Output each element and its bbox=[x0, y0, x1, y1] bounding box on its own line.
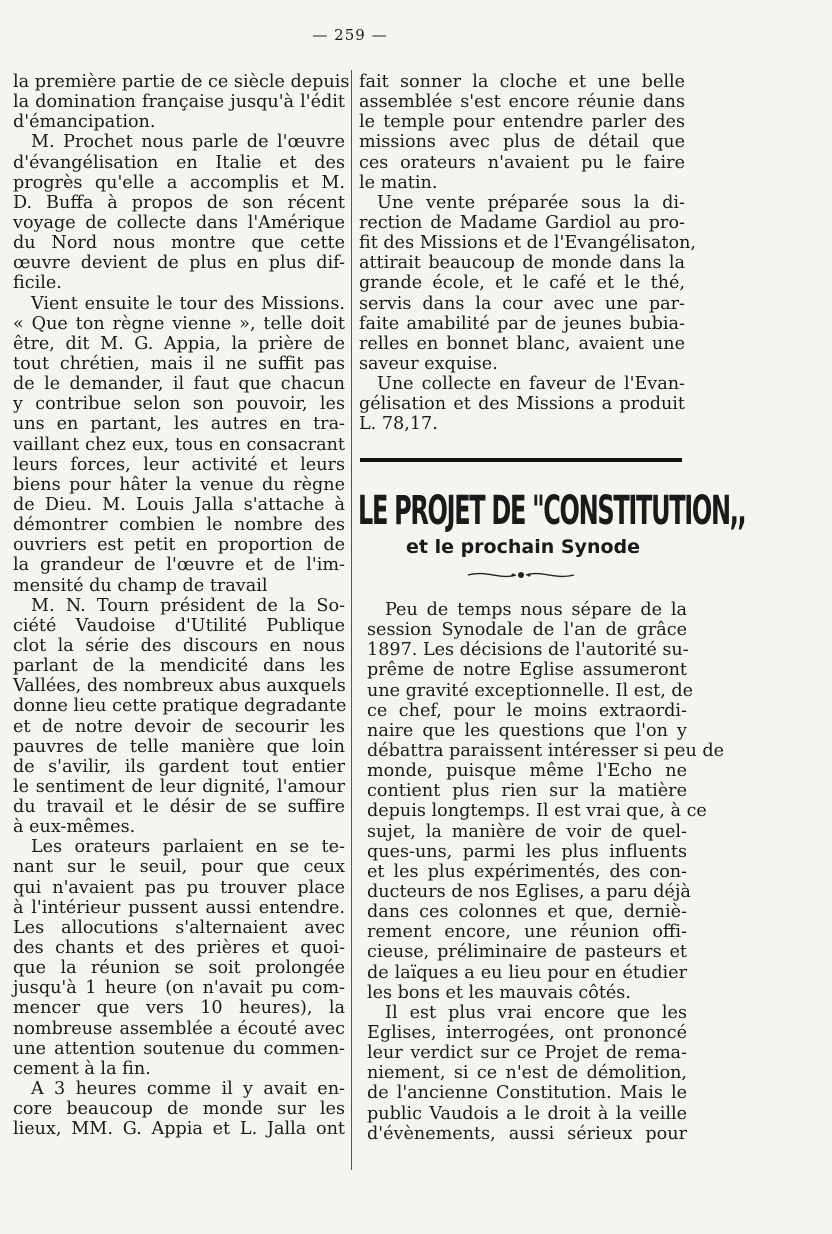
text-line: niement, si ce n'est de démolition, bbox=[367, 1063, 687, 1084]
text-line: L. 78,17. bbox=[359, 414, 438, 435]
text-line: Vient ensuite le tour des Missions. bbox=[31, 293, 345, 314]
text-line: d'évènements, aussi sérieux pour bbox=[367, 1123, 687, 1144]
text-line: le matin. bbox=[359, 172, 438, 193]
text-line: attirait beaucoup de monde dans la bbox=[359, 253, 685, 274]
text-line: pauvres de telle manière que loin bbox=[13, 736, 345, 757]
text-line: à eux-mêmes. bbox=[13, 817, 136, 838]
text-line: et de notre devoir de secourir les bbox=[13, 716, 345, 737]
text-line: qui n'avaient pas pu trouver place bbox=[13, 877, 345, 898]
text-line: tout chrétien, mais il ne suffit pas bbox=[13, 353, 345, 374]
text-line: d'émancipation. bbox=[13, 112, 156, 133]
text-line: faite amabilité par de jeunes bubia- bbox=[359, 313, 685, 334]
text-line: Une collecte en faveur de l'Evan- bbox=[377, 374, 685, 395]
page-number: — 259 — bbox=[312, 26, 388, 44]
text-line: y contribue selon son pouvoir, les bbox=[13, 394, 345, 415]
text-line: sujet, la manière de voir de quel- bbox=[367, 821, 687, 842]
text-line: vaillant chez eux, tous en consacrant bbox=[13, 434, 345, 455]
article-headline: LE PROJET DE "CONSTITUTION,, bbox=[358, 488, 746, 534]
text-line: mensité du champ de travail bbox=[13, 575, 268, 596]
right-column-bottom bbox=[367, 600, 725, 1144]
text-line: cieuse, préliminaire de pasteurs et bbox=[367, 942, 687, 963]
text-line: que la réunion se soit prolongée bbox=[13, 958, 345, 979]
section-rule bbox=[360, 458, 682, 462]
text-line: saveur exquise. bbox=[359, 353, 498, 374]
text-line: Une vente préparée sous la di- bbox=[377, 192, 685, 213]
text-line: ques-uns, parmi les plus influents bbox=[367, 841, 687, 862]
text-line: session Synodale de l'an de grâce bbox=[367, 620, 687, 641]
text-line: gélisation et des Missions a produit bbox=[359, 394, 685, 415]
text-line: relles en bonnet blanc, avaient une bbox=[359, 333, 685, 354]
text-line: de Dieu. M. Louis Jalla s'attache à bbox=[13, 494, 345, 515]
text-line: le sentiment de leur dignité, l'amour bbox=[13, 776, 345, 797]
text-line: les bons et les mauvais côtés. bbox=[367, 982, 631, 1003]
text-line: M. Prochet nous parle de l'œuvre bbox=[31, 132, 345, 153]
text-line: Peu de temps nous sépare de la bbox=[385, 600, 687, 620]
text-line: progrès qu'elle a accomplis et M. bbox=[13, 172, 345, 193]
text-line: cement à la fin. bbox=[13, 1058, 151, 1079]
text-line: ouvriers est petit en proportion de bbox=[13, 535, 345, 556]
text-line: contient plus rien sur la matière bbox=[367, 781, 687, 802]
text-line: biens pour hâter la venue du règne bbox=[13, 474, 345, 495]
text-line: depuis longtemps. Il est vrai que, à ce bbox=[367, 801, 707, 822]
text-line: du Nord nous montre que cette bbox=[13, 233, 345, 254]
text-line: grande école, et le café et le thé, bbox=[359, 273, 685, 294]
text-line: rement encore, une réunion offi- bbox=[367, 922, 687, 943]
text-line: « Que ton règne vienne », telle doit bbox=[13, 313, 345, 334]
text-line: nant sur le seuil, pour que ceux bbox=[13, 857, 345, 878]
text-line: fit des Missions et de l'Evangélisaton, bbox=[359, 233, 697, 254]
text-line: Vallées, des nombreux abus auxquels bbox=[13, 676, 346, 697]
text-line: ces orateurs n'avaient pu le faire bbox=[359, 152, 685, 173]
text-line: la grandeur de l'œuvre et de l'im- bbox=[13, 555, 345, 576]
text-line: Il est plus vrai encore que les bbox=[385, 1002, 687, 1023]
text-line: monde, puisque même l'Echo ne bbox=[367, 761, 687, 782]
text-line: jusqu'à 1 heure (on n'avait pu com- bbox=[13, 978, 345, 999]
text-line: une gravité exceptionnelle. Il est, de bbox=[367, 680, 694, 701]
text-line: de l'ancienne Constitution. Mais le bbox=[367, 1083, 687, 1104]
text-line: du travail et le désir de se suffire bbox=[13, 797, 345, 818]
text-line: nombreuse assemblée a écouté avec bbox=[13, 1018, 345, 1039]
text-line: mencer que vers 10 heures), la bbox=[13, 998, 345, 1019]
text-line: 1897. Les décisions de l'autorité su- bbox=[367, 640, 689, 661]
text-line: leurs forces, leur activité et leurs bbox=[13, 454, 345, 475]
text-line: A 3 heures comme il y avait en- bbox=[31, 1079, 345, 1100]
text-line: public Vaudois a le droit à la veille bbox=[367, 1103, 687, 1124]
column-divider bbox=[351, 70, 352, 1170]
text-line: clot la série des discours en nous bbox=[13, 635, 345, 656]
text-line: parlant de la mendicité dans les bbox=[13, 656, 345, 677]
text-line: M. N. Tourn président de la So- bbox=[31, 595, 345, 616]
text-line: ficile. bbox=[13, 273, 62, 294]
text-line: voyage de collecte dans l'Amérique bbox=[13, 212, 345, 233]
text-line: débattra paraissent intéresser si peu de bbox=[367, 740, 725, 761]
text-line: lieux, MM. G. Appia et L. Jalla ont bbox=[13, 1119, 345, 1140]
text-line: ce chef, pour le moins extraordi- bbox=[367, 700, 687, 721]
text-line: le temple pour entendre parler des bbox=[359, 112, 685, 133]
text-line: Les orateurs parlaient en se te- bbox=[31, 837, 345, 858]
text-line: d'évangélisation en Italie et des bbox=[13, 152, 345, 173]
text-line: servis dans la cour avec une par- bbox=[359, 293, 685, 314]
text-line: la première partie de ce siècle depuis bbox=[13, 72, 350, 92]
text-line: ducteurs de nos Eglises, a paru déjà bbox=[367, 881, 691, 902]
text-line: D. Buffa à propos de son récent bbox=[13, 192, 345, 213]
text-line: leur verdict sur ce Projet de rema- bbox=[367, 1043, 687, 1064]
text-line: ciété Vaudoise d'Utilité Publique bbox=[13, 615, 345, 636]
text-line: core beaucoup de monde sur les bbox=[13, 1099, 345, 1120]
text-line: une attention soutenue du commen- bbox=[13, 1038, 345, 1059]
text-line: œuvre devient de plus en plus dif- bbox=[13, 253, 345, 274]
right-column-top bbox=[359, 72, 697, 435]
text-line: démontrer combien le nombre des bbox=[13, 515, 345, 536]
text-line: des chants et des prières et quoi- bbox=[13, 938, 345, 959]
text-line: Les allocutions s'alternaient avec bbox=[13, 917, 345, 938]
text-line: de s'avilir, ils gardent tout entier bbox=[13, 756, 345, 777]
text-line: missions avec plus de détail que bbox=[359, 132, 685, 153]
text-line: être, dit M. G. Appia, la prière de bbox=[13, 333, 345, 354]
left-column bbox=[13, 72, 350, 1140]
text-line: assemblée s'est encore réunie dans bbox=[359, 92, 685, 113]
text-line: la domination française jusqu'à l'édit bbox=[13, 92, 345, 113]
text-line: et les plus expérimentés, des con- bbox=[367, 861, 687, 882]
text-line: donne lieu cette pratique degradante bbox=[13, 696, 347, 717]
ornament-divider bbox=[466, 568, 576, 582]
text-line: uns en partant, les autres en tra- bbox=[13, 414, 345, 435]
text-line: prême de notre Eglise assumeront bbox=[367, 660, 687, 681]
text-line: naire que les questions que l'on y bbox=[367, 720, 687, 741]
text-line: dans ces colonnes et que, derniè- bbox=[367, 902, 687, 923]
article-subheadline: et le prochain Synode bbox=[405, 536, 641, 558]
text-line: rection de Madame Gardiol au pro- bbox=[359, 212, 685, 233]
text-line: de le demander, il faut que chacun bbox=[13, 374, 345, 395]
text-line: à l'intérieur pussent aussi entendre. bbox=[13, 897, 345, 918]
text-line: fait sonner la cloche et une belle bbox=[359, 72, 685, 92]
text-line: Eglises, interrogées, ont prononcé bbox=[367, 1022, 687, 1043]
text-line: de laïques a eu lieu pour en étudier bbox=[367, 962, 687, 983]
